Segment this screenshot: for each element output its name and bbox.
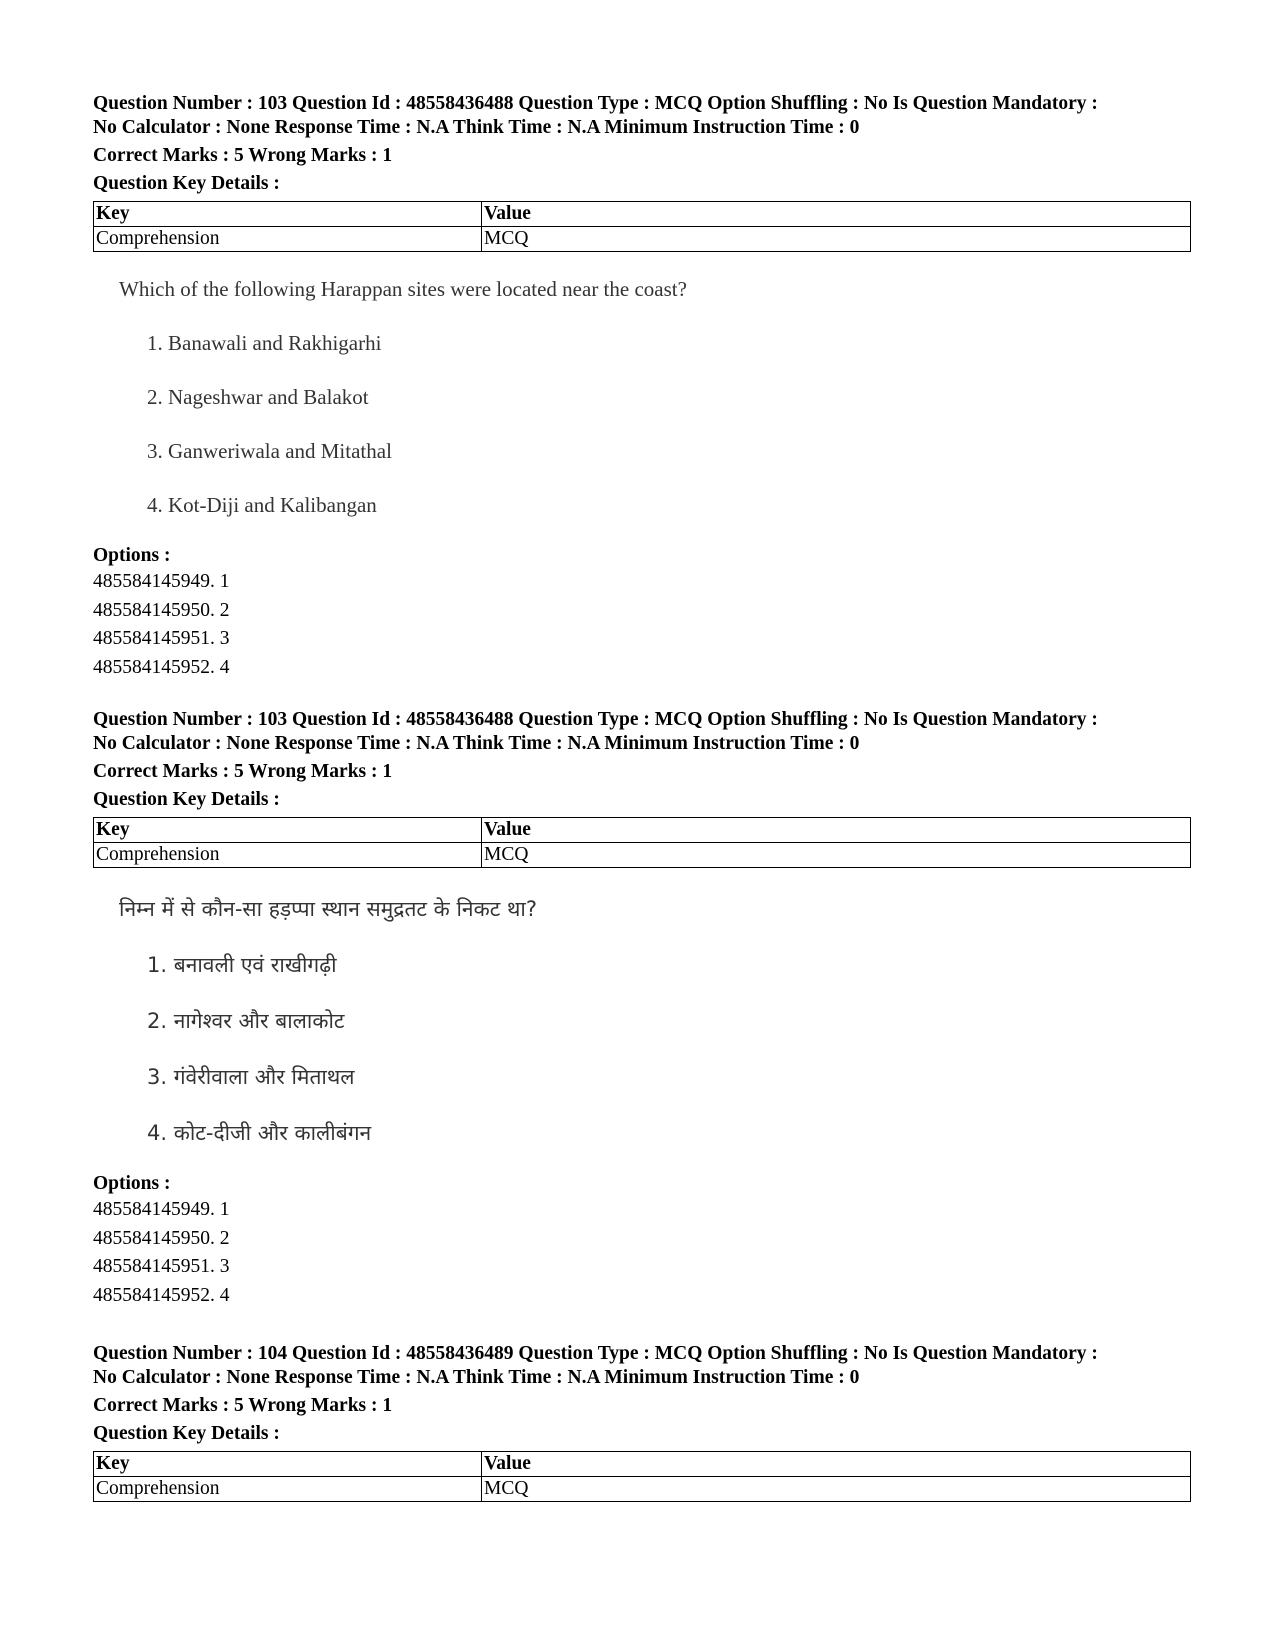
answer-option-2: 485584145950. 2 — [93, 599, 230, 621]
answer-option-4: 485584145952. 4 — [93, 656, 230, 678]
table-row — [94, 843, 1191, 868]
question-block-3 — [93, 1342, 1193, 1502]
question-option-4: 4. कोट-दीजी और कालीबंगन — [147, 1121, 372, 1145]
table-header-key: Key — [94, 202, 482, 227]
key-value-table — [93, 817, 1191, 868]
question-meta-line-2: No Calculator : None Response Time : N.A Think Time : N.A Minimum Instruction Time : 0 — [93, 117, 860, 138]
question-meta-line-1: Question Number : 103 Question Id : 48558436488 Question Type : MCQ Option Shuffling : No Is Question Mandatory : — [93, 93, 1098, 114]
question-meta-line-1: Question Number : 104 Question Id : 48558436489 Question Type : MCQ Option Shuffling : No Is Question Mandatory : — [93, 1343, 1098, 1364]
question-option-2: 2. नागेश्वर और बालाकोट — [147, 1009, 345, 1033]
question-image — [119, 274, 1193, 520]
table-cell-key: Comprehension — [94, 1477, 482, 1502]
table-cell-key: Comprehension — [94, 843, 482, 868]
table-row — [94, 227, 1191, 252]
question-option-1: 1. Banawali and Rakhigarhi — [147, 331, 382, 355]
question-option-4: 4. Kot-Diji and Kalibangan — [147, 493, 377, 517]
table-header-row — [94, 818, 1191, 843]
options-label: Options : — [93, 545, 171, 566]
table-header-key: Key — [94, 1452, 482, 1477]
marks-line: Correct Marks : 5 Wrong Marks : 1 — [93, 1395, 393, 1416]
question-meta-line-2: No Calculator : None Response Time : N.A Think Time : N.A Minimum Instruction Time : 0 — [93, 1367, 860, 1388]
key-value-table — [93, 1451, 1191, 1502]
question-block-1 — [93, 92, 1193, 682]
question-image — [119, 894, 1193, 1148]
table-header-value: Value — [482, 1452, 1191, 1477]
options-label: Options : — [93, 1173, 171, 1194]
marks-line: Correct Marks : 5 Wrong Marks : 1 — [93, 761, 393, 782]
question-option-1: 1. बनावली एवं राखीगढ़ी — [147, 953, 337, 977]
table-cell-key: Comprehension — [94, 227, 482, 252]
key-details-label: Question Key Details : — [93, 173, 280, 194]
question-block-2 — [93, 708, 1193, 1310]
question-option-3: 3. Ganweriwala and Mitathal — [147, 439, 392, 463]
table-header-value: Value — [482, 818, 1191, 843]
answer-option-3: 485584145951. 3 — [93, 628, 230, 649]
question-meta-line-2: No Calculator : None Response Time : N.A Think Time : N.A Minimum Instruction Time : 0 — [93, 733, 860, 754]
table-header-row — [94, 202, 1191, 227]
question-stem: निम्न में से कौन-सा हड़प्पा स्थान समुद्रतट के निकट था? — [119, 897, 537, 921]
table-cell-value: MCQ — [482, 227, 1191, 252]
answer-option-4: 485584145952. 4 — [93, 1284, 230, 1306]
table-header-value: Value — [482, 202, 1191, 227]
table-header-key: Key — [94, 818, 482, 843]
answer-option-3: 485584145951. 3 — [93, 1256, 230, 1277]
table-header-row — [94, 1452, 1191, 1477]
marks-line: Correct Marks : 5 Wrong Marks : 1 — [93, 145, 393, 166]
answer-option-2: 485584145950. 2 — [93, 1227, 230, 1249]
table-row — [94, 1477, 1191, 1502]
question-option-3: 3. गंवेरीवाला और मिताथल — [147, 1065, 355, 1089]
table-cell-value: MCQ — [482, 843, 1191, 868]
table-cell-value: MCQ — [482, 1477, 1191, 1502]
key-details-label: Question Key Details : — [93, 789, 280, 810]
question-stem: Which of the following Harappan sites were located near the coast? — [119, 277, 687, 301]
key-details-label: Question Key Details : — [93, 1423, 280, 1444]
question-meta-line-1: Question Number : 103 Question Id : 48558436488 Question Type : MCQ Option Shuffling : No Is Question Mandatory : — [93, 709, 1098, 730]
question-option-2: 2. Nageshwar and Balakot — [147, 385, 369, 409]
answer-option-1: 485584145949. 1 — [93, 1199, 230, 1220]
answer-option-1: 485584145949. 1 — [93, 571, 230, 592]
key-value-table — [93, 201, 1191, 252]
